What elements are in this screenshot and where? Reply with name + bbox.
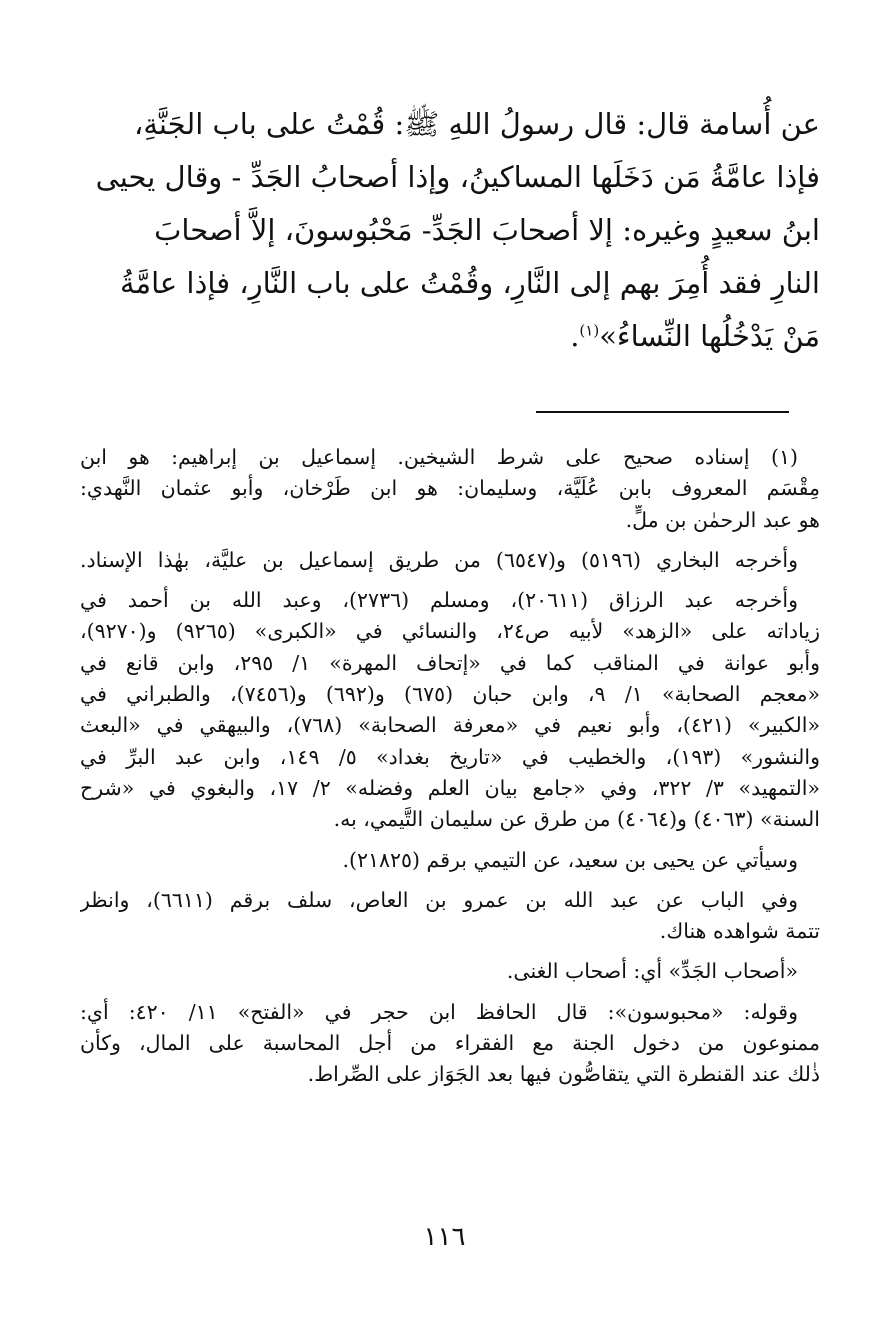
footnotes-section bbox=[80, 442, 820, 1091]
end-mark: . bbox=[570, 319, 580, 353]
hadith-line-text: مَنْ يَدْخُلُها النِّساءُ» bbox=[599, 319, 820, 353]
footnote-reference: (١) bbox=[579, 321, 600, 340]
paragraph-gap bbox=[80, 876, 820, 885]
footnote-separator bbox=[536, 411, 789, 413]
footnote-line: (١) إسناده صحيح على شرط الشيخين. إسماعيل بن إبراهيم: هو ابن bbox=[80, 445, 798, 469]
footnote-line: «التمهيد» ٣/ ٣٢٢، وفي «جامع بيان العلم وفضله» ٢/ ١٧، والبغوي في «شرح bbox=[80, 775, 820, 800]
footnote-line: «الكبير» (٤٢١)، وأبو نعيم في «معرفة الصحابة» (٧٦٨)، والبيهقي في «البعث bbox=[80, 713, 820, 738]
footnote-line: وسيأتي عن يحيى بن سعيد، عن التيمي برقم (٢١٨٢٥). bbox=[342, 847, 798, 872]
footnote-line: «أصحاب الجَدِّ» أي: أصحاب الغنى. bbox=[506, 959, 798, 984]
footnote-line: ممنوعون من دخول الجنة مع الفقراء من أجل المحاسبة على المال، وكأن bbox=[80, 1031, 820, 1056]
page-number: ١١٦ bbox=[423, 1222, 466, 1252]
footnote-line: وأخرجه عبد الرزاق (٢٠٦١١)، ومسلم (٢٧٣٦)، وعبد الله بن أحمد في bbox=[80, 588, 798, 613]
hadith-line: عن أُسامة قال: قال رسولُ اللهِ ﷺ: قُمْتُ على باب الجَنَّةِ، bbox=[133, 107, 820, 141]
footnote-line: زياداته على «الزهد» لأبيه ص٢٤، والنسائي في «الكبرى» (٩٢٦٥) و(٩٢٧٠)، bbox=[80, 619, 820, 644]
paragraph-gap bbox=[80, 536, 820, 545]
paragraph-gap bbox=[80, 576, 820, 585]
hadith-line: ابنُ سعيدٍ وغيره: إلا أصحابَ الجَدِّ- مَحْبُوسونَ، إلاَّ أصحابَ bbox=[154, 213, 820, 247]
footnote-line: وأخرجه البخاري (٥١٩٦) و(٦٥٤٧) من طريق إسماعيل بن عليَّة، بهٰذا الإسناد. bbox=[80, 547, 799, 572]
hadith-line-last bbox=[80, 310, 820, 363]
footnote-line: وقوله: «محبوسون»: قال الحافظ ابن حجر في «الفتح» ١١/ ٤٢٠: أي: bbox=[80, 999, 798, 1024]
footnote-line: تتمة شواهده هناك. bbox=[659, 919, 820, 944]
footnote-line: ذٰلك عند القنطرة التي يتقاصُّون فيها بعد الجَوَاز على الصِّراط. bbox=[307, 1062, 820, 1087]
footnote-line: وفي الباب عن عبد الله بن عمرو بن العاص، سلف برقم (٦٦١١)، وانظر bbox=[80, 887, 798, 912]
paragraph-gap bbox=[80, 836, 820, 845]
paragraph-gap bbox=[80, 988, 820, 997]
footnote-line: مِقْسَم المعروف بابن عُلَيَّة، وسليمان: هو ابن طَرْخان، وأبو عثمان النَّهدي: bbox=[80, 476, 820, 501]
footnote-line: هو عبد الرحمٰن بن ملٍّ. bbox=[625, 507, 820, 532]
footnote-line: «معجم الصحابة» ١/ ٩، وابن حبان (٦٧٥) و(٦٩٢) و(٧٤٥٦)، والطبراني في bbox=[80, 682, 820, 707]
hadith-line: فإذا عامَّةُ مَن دَخَلَها المساكينُ، وإذا أصحابُ الجَدِّ - وقال يحيى bbox=[95, 160, 820, 194]
hadith-line: النارِ فقد أُمِرَ بهم إلى النَّارِ، وقُمْتُ على باب النَّارِ، فإذا عامَّةُ bbox=[119, 266, 820, 300]
hadith-text bbox=[80, 98, 820, 363]
footnote-line: وأبو عوانة في المناقب كما في «إتحاف المهرة» ١/ ٢٩٥، وابن قانع في bbox=[80, 650, 820, 675]
footnote-line: السنة» (٤٠٦٣) و(٤٠٦٤) من طرق عن سليمان التَّيمي، به. bbox=[333, 807, 820, 832]
paragraph-gap bbox=[80, 947, 820, 956]
footnote-line: والنشور» (١٩٣)، والخطيب في «تاريخ بغداد» ٥/ ١٤٩، وابن عبد البرِّ في bbox=[80, 744, 820, 769]
